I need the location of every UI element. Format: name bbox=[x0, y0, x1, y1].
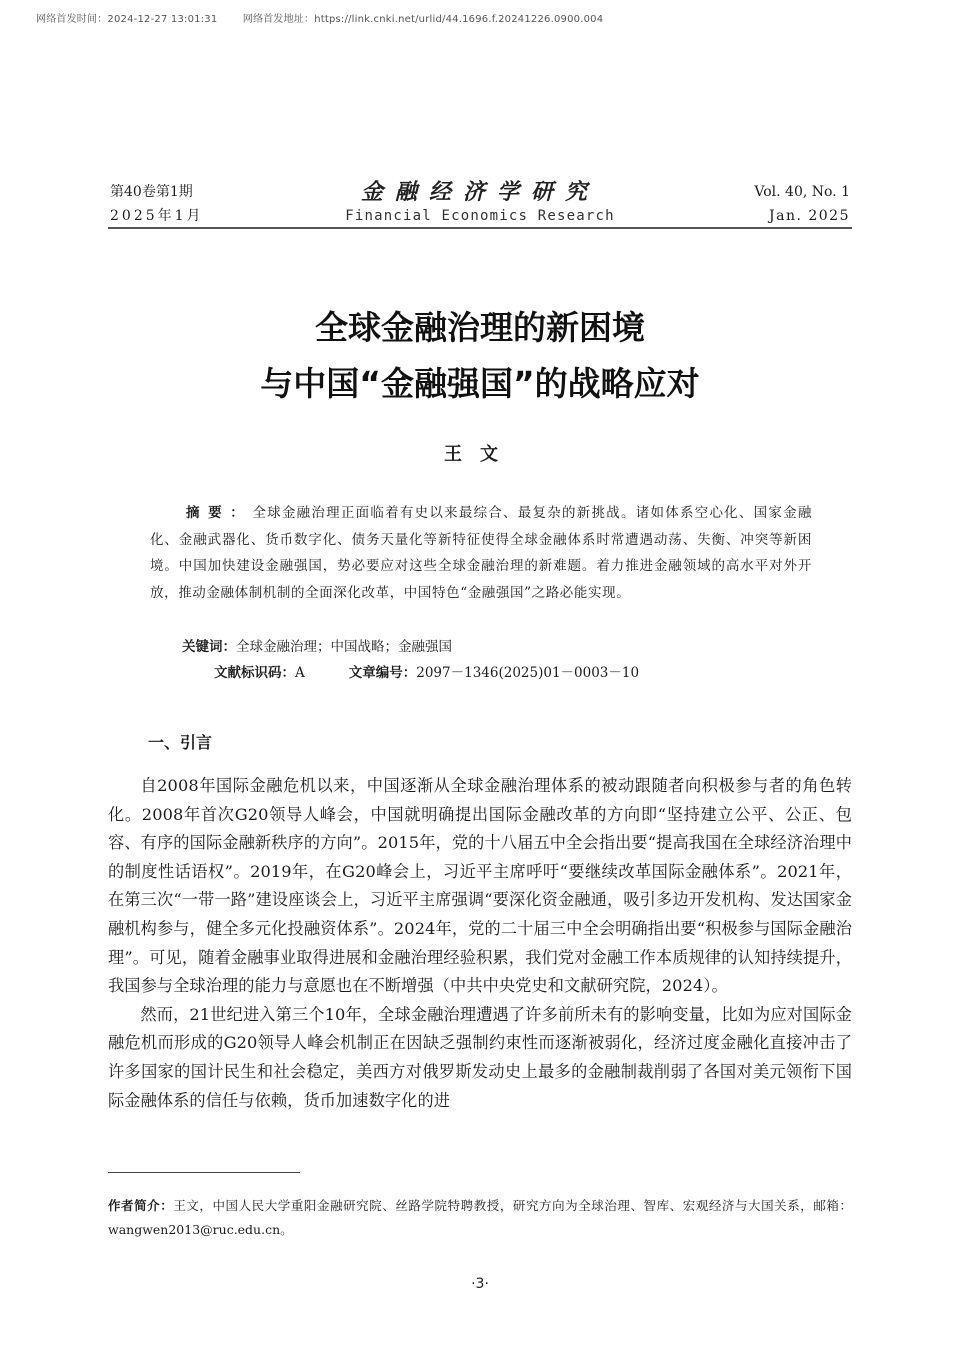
article-no: 2097－1346(2025)01－0003－10 bbox=[416, 665, 640, 681]
journal-header bbox=[108, 178, 852, 226]
paragraph: 自2008年国际金融危机以来，中国逐渐从全球金融治理体系的被动跟随者向积极参与者的角色转化。2008年首次G20领导人峰会，中国就明确提出国际金融改革的方向即“坚持建立公平、公正、包容、有序的国际金融新秩序的方向”。2015年，党的十八届五中全会指出要“提高我国在全球经济治理中的制度性话语权”。2019年，在G20峰会上，习近平主席呼吁“要继续改革国际金融体系”。2021年，在第三次“一带一路”建设座谈会上，习近平主席强调“要深化资金融通，吸引多边开发机构、发达国家金融机构参与，健全多元化投融资体系”。2024年，党的二十届三中全会明确指出要“积极参与国际金融治理”。可见，随着金融事业取得进展和金融治理经验积累，我们党对金融工作本质规律的认知持续提升，我国参与全球治理的能力与意愿也在不断增强（中共中央党史和文献研究院，2024）。 bbox=[108, 776, 852, 996]
footnote-rule bbox=[108, 1172, 300, 1173]
header-right bbox=[754, 180, 850, 228]
journal-name-en: Financial Economics Research bbox=[345, 208, 615, 224]
paragraph: 然而，21世纪进入第三个10年，全球金融治理遭遇了许多前所未有的影响变量，比如为应对国际金融危机而形成的G20领导人峰会机制正在因缺乏强制约束性而逐渐被弱化，经济过度金融化直接冲击了许多国家的国计民生和社会稳定，美西方对俄罗斯发动史上最多的金融制裁削弱了各国对美元领衔下国际金融体系的信任与依赖，货币加速数字化的进 bbox=[108, 1004, 852, 1110]
document-identifiers bbox=[214, 660, 639, 686]
journal-name-cn: 金融经济学研究 bbox=[360, 179, 599, 205]
volume-cn: 第40卷第1期 bbox=[110, 184, 193, 200]
header-rule bbox=[108, 227, 852, 229]
page-number: ·3· bbox=[471, 1276, 489, 1292]
title-line-2: 与中国“金融强国”的战略应对 bbox=[260, 364, 700, 403]
abstract bbox=[150, 500, 812, 606]
doc-code-label: 文献标识码： bbox=[214, 665, 295, 681]
article-no-label: 文章编号： bbox=[348, 665, 417, 681]
section-heading: 一、引言 bbox=[148, 733, 213, 752]
published-url[interactable]: 网络首发地址：https://link.cnki.net/urlid/44.1696.f.20241226.0900.004 bbox=[242, 14, 604, 25]
date-cn: 2025年1月 bbox=[110, 208, 204, 224]
keywords-text: 全球金融治理；中国战略；金融强国 bbox=[236, 639, 452, 655]
footnote-text: 王文，中国人民大学重阳金融研究院、丝路学院特聘教授，研究方向为全球治理、智库、宏观经济与大国关系，邮箱：wangwen2013@ruc.edu.cn。 bbox=[108, 1198, 852, 1237]
published-time: 网络首发时间：2024-12-27 13:01:31 bbox=[36, 14, 218, 25]
publication-meta bbox=[36, 10, 625, 25]
abstract-text: 全球金融治理正面临着有史以来最综合、最复杂的新挑战。诸如体系空心化、国家金融化、金融武器化、货币数字化、债务天量化等新特征使得全球金融体系时常遭遇动荡、失衡、冲突等新困境。中国加快建设金融强国，势必要应对这些全球金融治理的新难题。着力推进金融领域的高水平对外开放，推动金融体制机制的全面深化改革，中国特色“金融强国”之路必能实现。 bbox=[150, 505, 812, 601]
volume-en: Vol. 40, No. 1 bbox=[754, 184, 850, 200]
abstract-label: 摘要： bbox=[186, 505, 253, 521]
article-title bbox=[0, 300, 960, 412]
doc-code: A bbox=[295, 665, 305, 681]
title-line-1: 全球金融治理的新困境 bbox=[315, 308, 645, 347]
author-name: 王文 bbox=[444, 444, 516, 465]
keywords bbox=[182, 634, 452, 660]
date-en: Jan. 2025 bbox=[768, 208, 850, 224]
footnote-label: 作者简介： bbox=[108, 1198, 174, 1213]
body-text bbox=[108, 772, 852, 1115]
author-footnote bbox=[108, 1194, 852, 1242]
journal-name bbox=[108, 178, 852, 226]
keywords-label: 关键词： bbox=[182, 639, 236, 655]
